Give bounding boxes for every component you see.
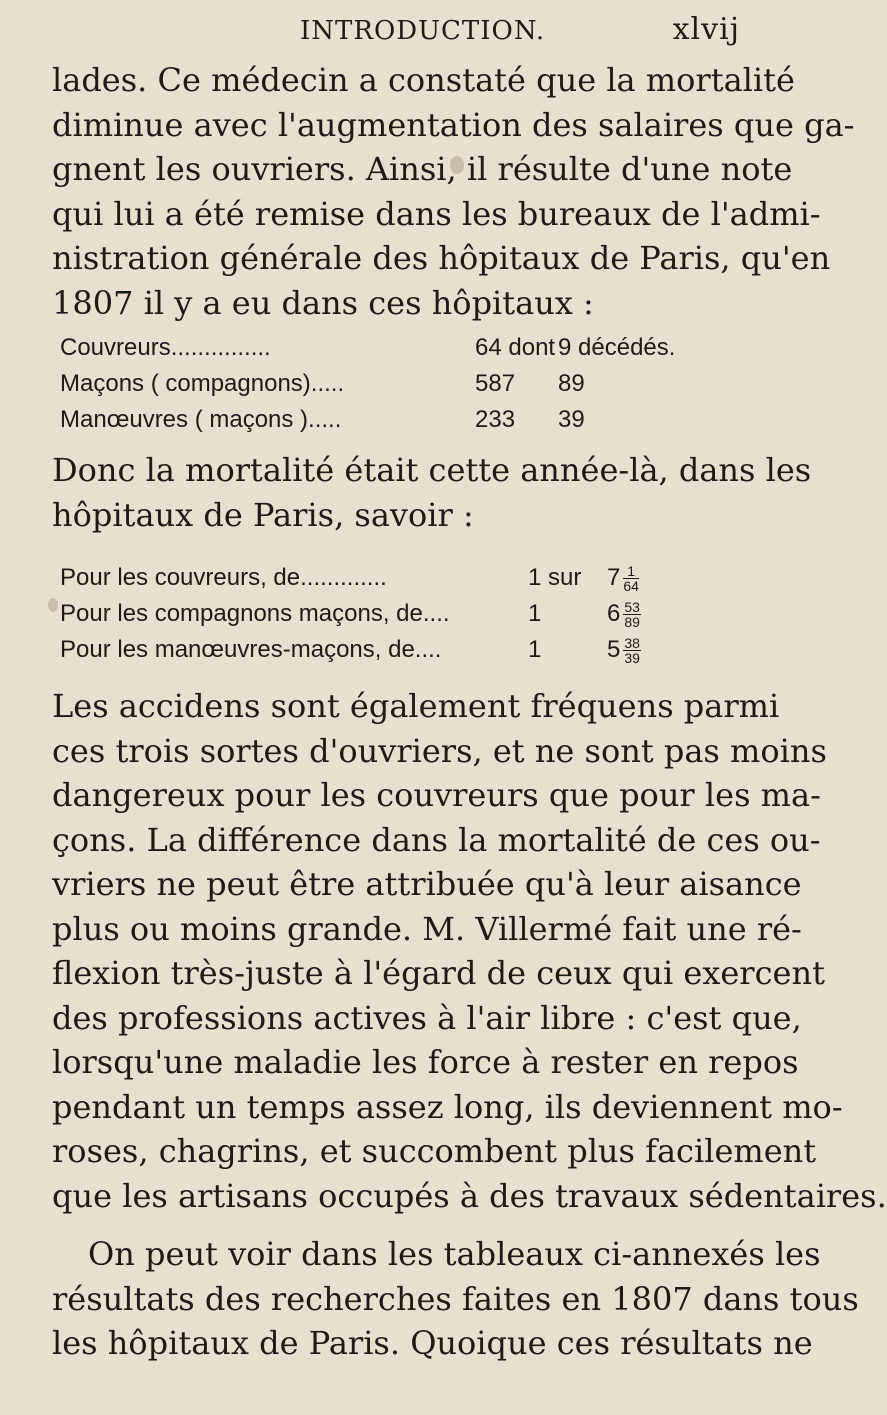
ratio-value: 5 $\frac{38}{39}$: [607, 635, 640, 667]
text-line: résultats des recherches faites en 1807 dans tous: [52, 1279, 859, 1318]
mortality-table: [60, 560, 740, 668]
text-line: çons. La différence dans la mortalité de ces ou-: [52, 820, 821, 859]
ratio-value: 6 $\frac{53}{89}$: [607, 599, 640, 631]
table-row: [60, 366, 740, 402]
row-label: Manœuvres ( maçons ).....: [60, 406, 342, 433]
admissions-table: [60, 330, 740, 438]
text-line: plus ou moins grande. M. Villermé fait une ré-: [52, 909, 802, 948]
ink-blot: [48, 598, 58, 612]
text-line: dangereux pour les couvreurs que pour les ma-: [52, 776, 821, 814]
ratio-one: 1: [528, 600, 542, 627]
table-row: [60, 402, 740, 438]
ratio-one: 1: [528, 636, 542, 663]
row-label: Pour les manœuvres-maçons, de....: [60, 636, 442, 663]
row-label: Couvreurs...............: [60, 334, 271, 361]
text-line: qui lui a été remise dans les bureaux de l'admi-: [52, 194, 821, 233]
table-row: [60, 632, 740, 668]
page-header: [300, 12, 740, 47]
text-line: vriers ne peut être attribuée qu'à leur aisance: [52, 865, 802, 903]
text-line: gnent les ouvriers. Ainsi, il résulte d'une note: [52, 150, 793, 188]
ink-blot: [450, 156, 464, 174]
paragraph-1: [52, 58, 855, 325]
text-line: Donc la mortalité était cette année-là, dans les: [52, 451, 812, 489]
row-label: Maçons ( compagnons).....: [60, 370, 345, 397]
text-line: flexion très-juste à l'égard de ceux qui exercent: [52, 954, 825, 992]
admissions-count: 64 dont: [475, 334, 556, 361]
table-row: [60, 330, 740, 366]
row-label: Pour les couvreurs, de.............: [60, 564, 387, 591]
text-line: lades. Ce médecin a constaté que la mortalité: [52, 61, 795, 99]
text-line: que les artisans occupés à des travaux sédentaires.: [52, 1176, 887, 1215]
deaths-count: 9 décédés.: [558, 334, 676, 361]
deaths-count: 89: [558, 370, 585, 397]
paragraph-2: [52, 448, 812, 537]
text-line: diminue avec l'augmentation des salaires que ga-: [52, 105, 855, 144]
text-line: hôpitaux de Paris, savoir :: [52, 495, 474, 534]
admissions-count: 233: [475, 406, 516, 433]
paragraph-4: [52, 1232, 859, 1366]
text-line: lorsqu'une maladie les force à rester en repos: [52, 1043, 799, 1081]
text-line: pendant un temps assez long, ils deviennent mo-: [52, 1087, 843, 1126]
running-title: INTRODUCTION.: [300, 16, 546, 46]
ratio-value: 7 $\frac{1}{64}$: [607, 563, 639, 595]
deaths-count: 39: [558, 406, 585, 433]
text-line: roses, chagrins, et succombent plus facilement: [52, 1132, 817, 1170]
text-line: des professions actives à l'air libre : c'est que,: [52, 998, 802, 1037]
text-line: ces trois sortes d'ouvriers, et ne sont pas moins: [52, 731, 827, 770]
text-line: Les accidens sont également fréquens parmi: [52, 687, 780, 725]
text-line: les hôpitaux de Paris. Quoique ces résultats ne: [52, 1324, 813, 1362]
page-number: xlvij: [672, 12, 740, 47]
admissions-count: 587: [475, 370, 516, 397]
table-row: [60, 560, 740, 596]
text-line: nistration générale des hôpitaux de Paris, qu'en: [52, 239, 831, 277]
paragraph-3: [52, 684, 887, 1218]
row-label: Pour les compagnons maçons, de....: [60, 600, 450, 627]
text-line: On peut voir dans les tableaux ci-annexés les: [88, 1235, 821, 1273]
text-line: 1807 il y a eu dans ces hôpitaux :: [52, 283, 594, 322]
ratio-one: 1 sur: [528, 564, 582, 591]
table-row: [60, 596, 740, 632]
